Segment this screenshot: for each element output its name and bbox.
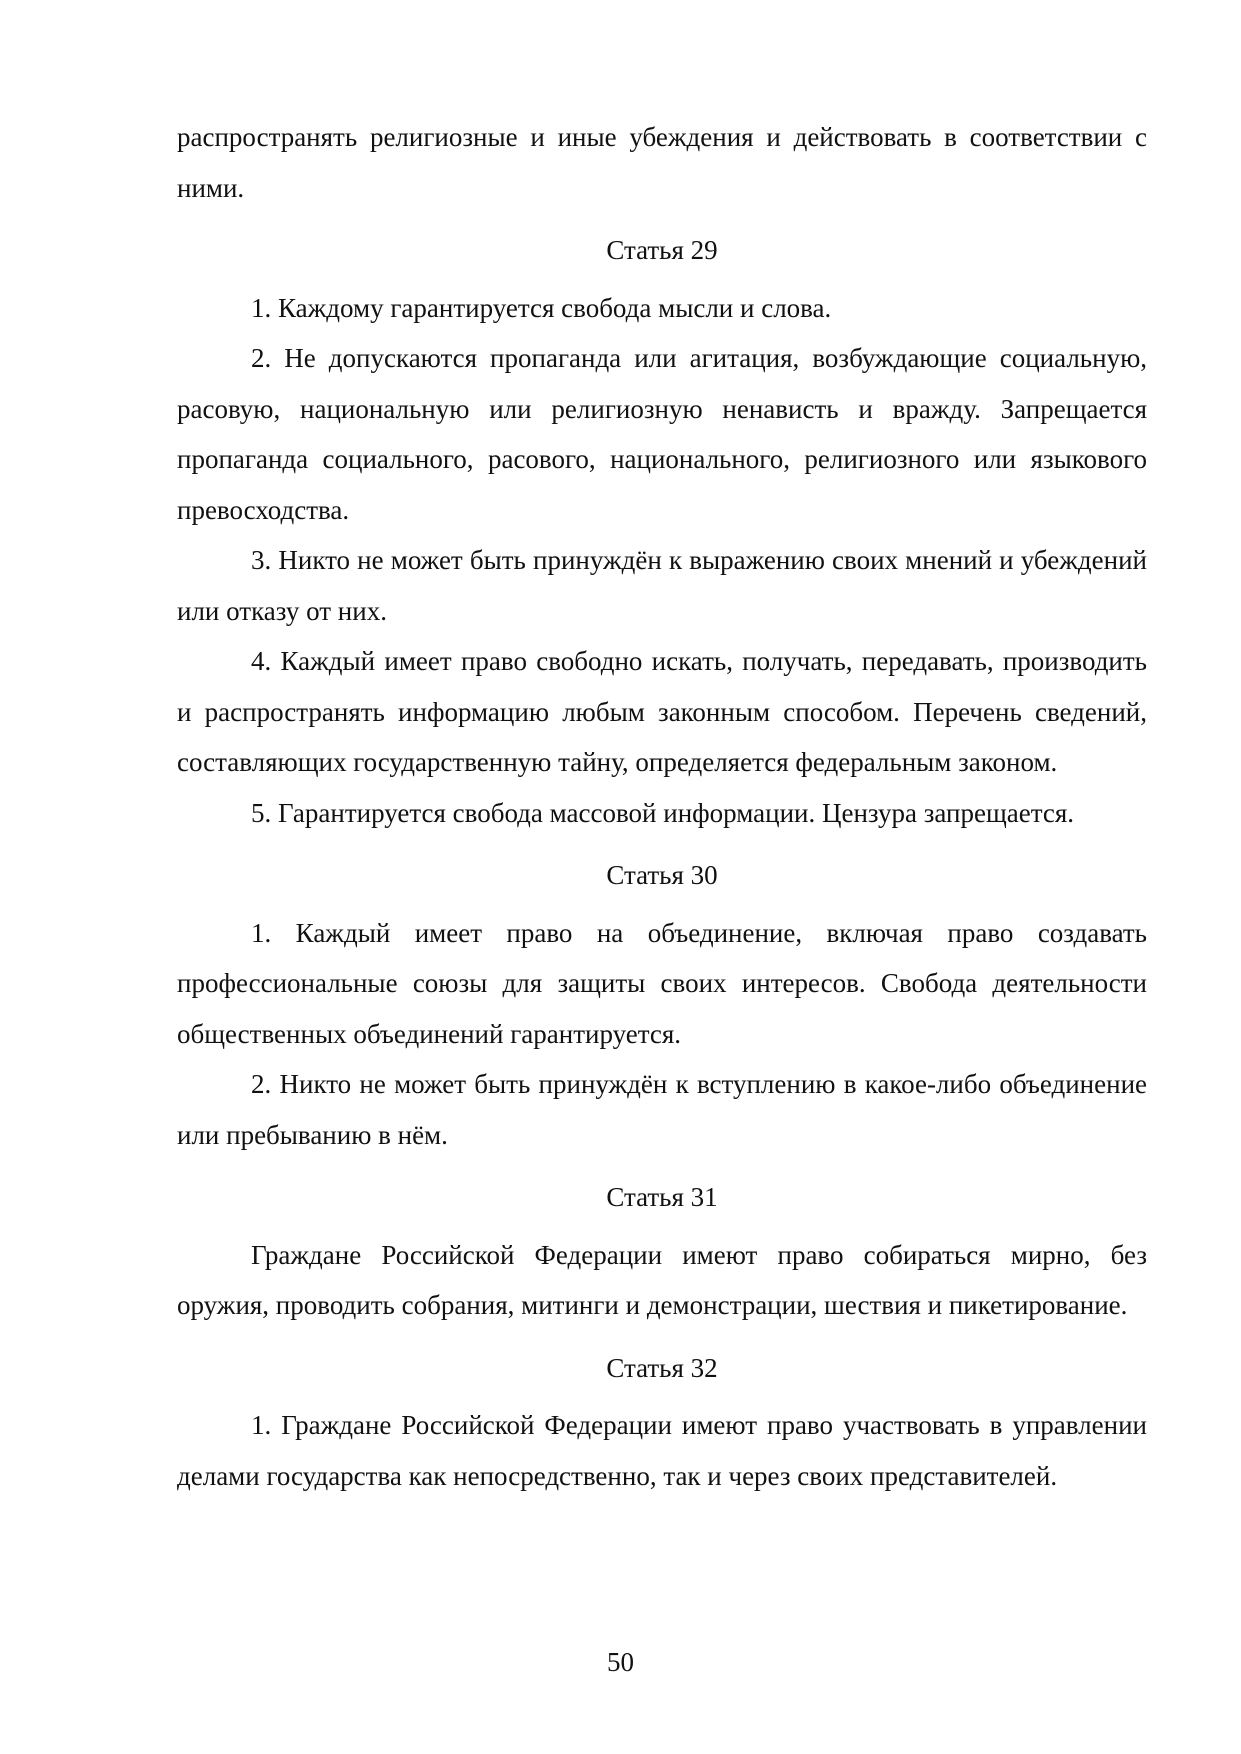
article-heading: Статья 30: [606, 860, 718, 890]
article-32: [177, 1343, 1147, 1502]
article-paragraph: 1. Каждый имеет право на объединение, включая право создавать профессиональные союзы для защиты своих интересов. Свобода деятельности общественных объединений гарантируется.: [177, 917, 1147, 1049]
article-paragraph: Граждане Российской Федерации имеют право собираться мирно, без оружия, проводить собрания, митинги и демонстрации, шествия и пикетирование.: [177, 1239, 1147, 1320]
article-heading: Статья 32: [606, 1352, 718, 1383]
article-paragraph: 1. Каждому гарантируется свобода мысли и слова.: [251, 292, 832, 323]
article-paragraph: 2. Не допускаются пропаганда или агитация, возбуждающие социальную, расовую, национальную или религиозную ненависть и вражду. Запрещается пропаганда социального, расового, национального, религиозного или языкового превосходства.: [177, 343, 1147, 525]
article-paragraph: 2. Никто не может быть принуждён к вступлению в какое-либо объединение или пребыванию в нём.: [177, 1069, 1147, 1150]
article-heading: Статья 31: [606, 1182, 718, 1212]
article-31: [177, 1172, 1147, 1331]
article-paragraph: 3. Никто не может быть принуждён к выражению своих мнений и убеждений или отказу от них.: [177, 545, 1147, 626]
article-paragraph: 5. Гарантируется свобода массовой информации. Цензура запрещается.: [251, 797, 1074, 828]
opening-paragraph: распространять религиозные и иные убеждения и действовать в соответствии с ними.: [177, 122, 1147, 203]
article-paragraph: 4. Каждый имеет право свободно искать, получать, передавать, производить и распространять информацию любым законным способом. Перечень сведений, составляющих государственную тайну, определяется федеральным законом.: [177, 646, 1147, 777]
article-30: [177, 850, 1147, 1160]
article-heading: Статья 29: [606, 235, 718, 265]
page-number: 50: [607, 1647, 634, 1677]
article-29: [177, 225, 1147, 838]
document-body: [177, 112, 1147, 1501]
article-paragraph: 1. Граждане Российской Федерации имеют право участвовать в управлении делами государства как непосредственно, так и через своих представителей.: [177, 1410, 1147, 1491]
